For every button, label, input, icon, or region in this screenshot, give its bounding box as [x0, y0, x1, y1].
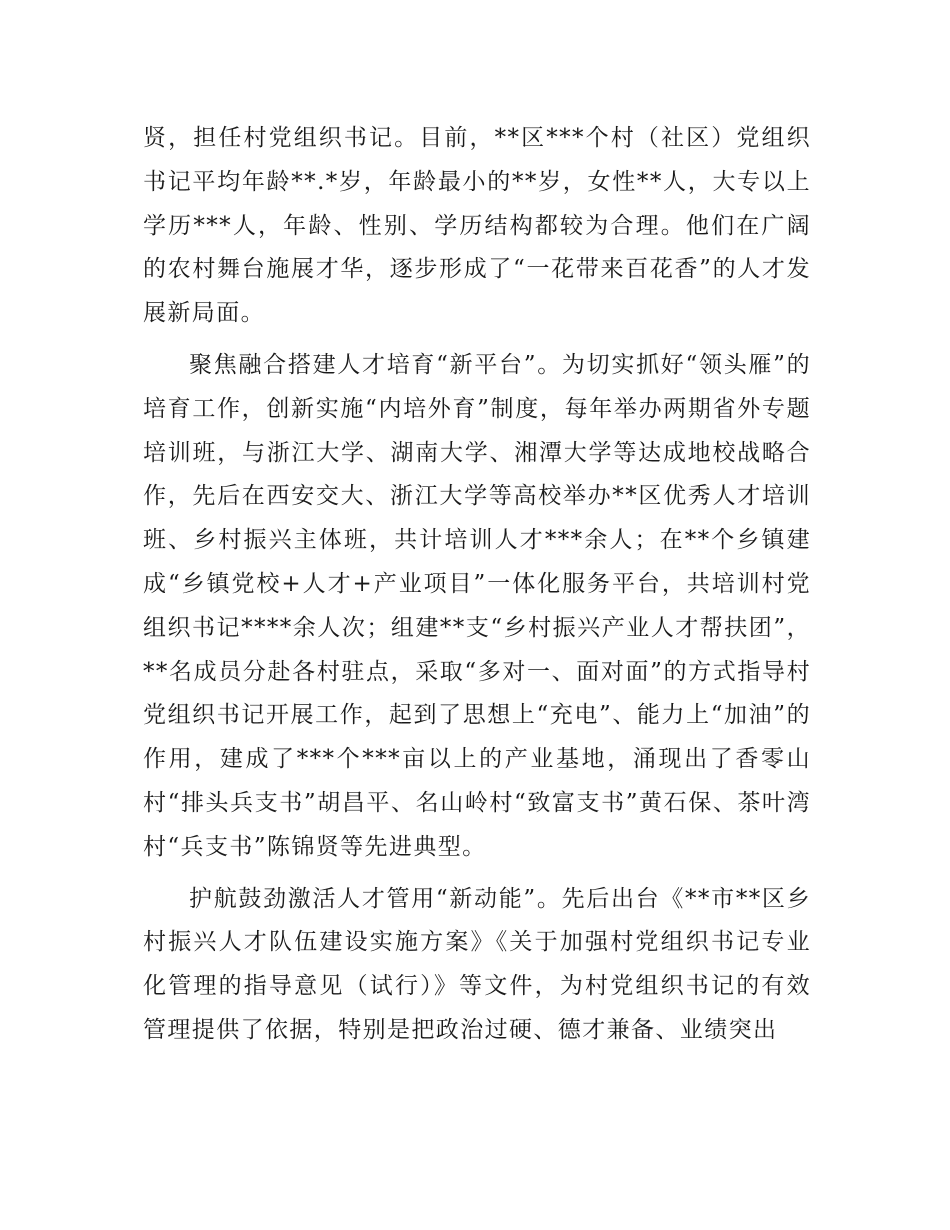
paragraph-3: 护航鼓劲激活人才管用“新动能”。先后出台《**市**区乡村振兴人才队伍建设实施方案》《关于加强村党组织书记专业化管理的指导意见（试行）》等文件，为村党组织书记的有效管理提供了依据，特别是把政治过硬、德才兼备、业绩突出 — [143, 885, 811, 1043]
paragraph-1: 贤，担任村党组织书记。目前，**区***个村（社区）党组织书记平均年龄**.*岁，年龄最小的**岁，女性**人，大专以上学历***人，年龄、性别、学历结构都较为合理。他们在广阔的农村舞台施展才华，逐步形成了“一花带来百花香”的人才发展新局面。 — [143, 125, 811, 327]
paragraph-2: 聚焦融合搭建人才培育“新平台”。为切实抓好“领头雁”的培育工作，创新实施“内培外育”制度，每年举办两期省外专题培训班，与浙江大学、湖南大学、湘潭大学等达成地校战略合作，先后在西安交大、浙江大学等高校举办**区优秀人才培训班、乡村振兴主体班，共计培训人才***余人；在**个乡镇建成“乡镇党校+人才+产业项目”一体化服务平台，共培训村党组织书记****余人次；组建**支“乡村振兴产业人才帮扶团”，**名成员分赴各村驻点，采取“多对一、面对面”的方式指导村党组织书记开展工作，起到了思想上“充电”、能力上“加油”的作用，建成了***个***亩以上的产业基地，涌现出了香零山村“排头兵支书”胡昌平、名山岭村“致富支书”黄石保、茶叶湾村“兵支书”陈锦贤等先进典型。 — [143, 351, 811, 860]
document-body — [143, 117, 811, 1053]
